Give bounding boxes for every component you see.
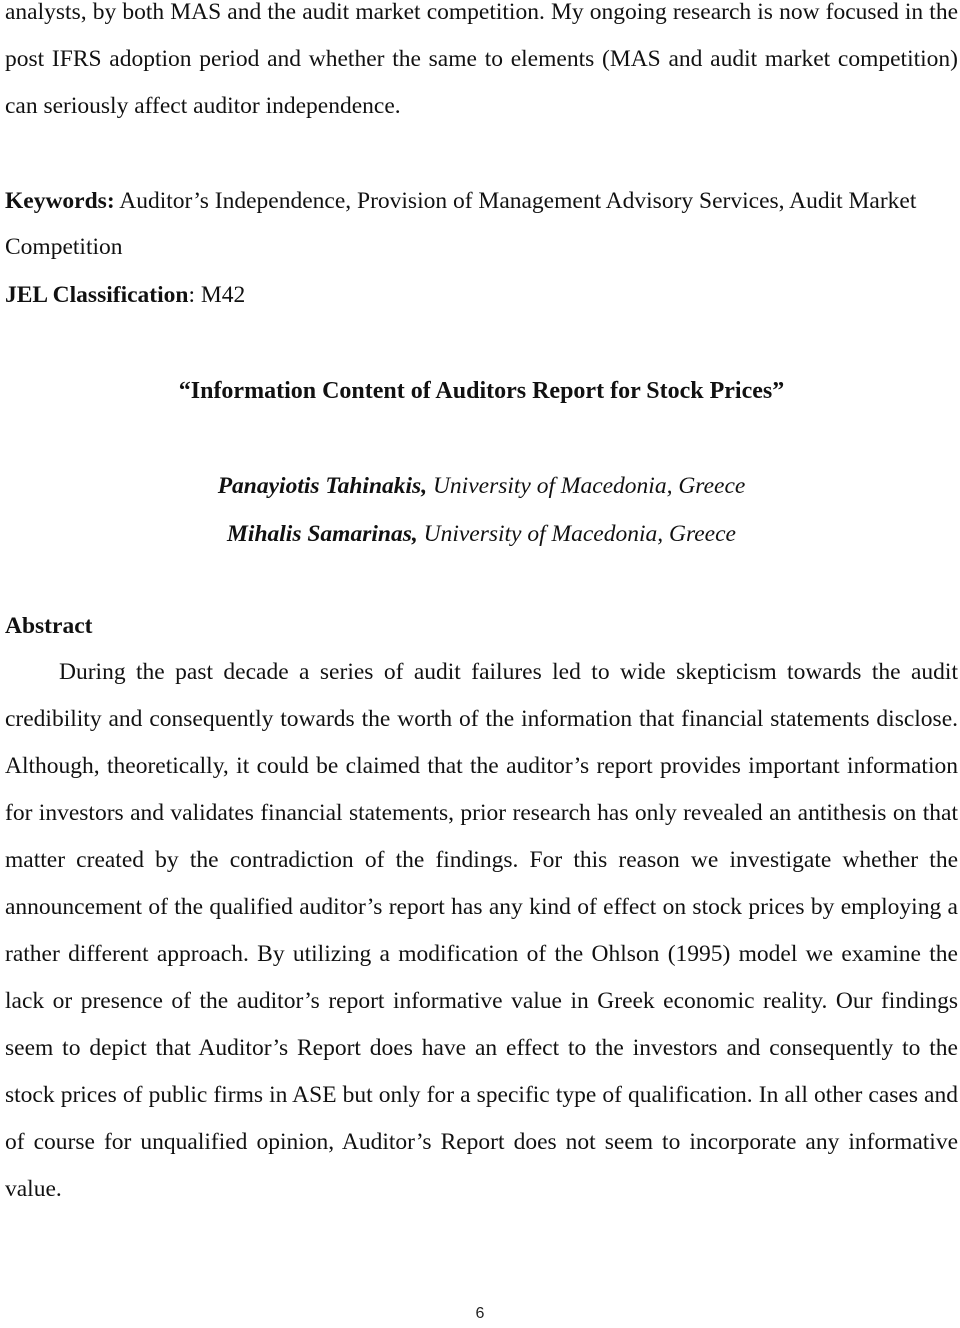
keywords-section (5, 178, 958, 270)
author-affiliation: University of Macedonia, Greece (423, 521, 736, 547)
author-name: Panayiotis Tahinakis, (217, 473, 428, 499)
jel-label: JEL Classification (5, 282, 189, 308)
paper-title: “Information Content of Auditors Report for Stock Prices” (178, 378, 785, 404)
keywords-text: Auditor’s Independence, Provision of Management Advisory Services, Audit Market Competition (5, 188, 917, 260)
keywords-label: Keywords: (5, 188, 115, 214)
author-affiliation: University of Macedonia, Greece (432, 473, 746, 499)
intro-paragraph: analysts, by both MAS and the audit market competition. My ongoing research is now focused in the post IFRS adoption period and whether the same to elements (MAS and audit market competition) can seriously affect auditor independence. (5, 0, 958, 119)
abstract-heading: Abstract (5, 613, 93, 639)
jel-classification (5, 272, 245, 318)
author-entry (5, 510, 958, 558)
author-name: Mihalis Samarinas, (227, 521, 418, 547)
jel-separator: : (188, 282, 195, 308)
abstract-body: During the past decade a series of audit failures led to wide skepticism towards the audit credibility and consequently towards the worth of the information that financial statements disclose. Although, theoretically, it could be claimed that the auditor’s report provides important information for investors and validates financial statements, prior research has only revealed an antithesis on that matter created by the contradiction of the findings. For this reason we investigate whether the announcement of the qualified auditor’s report has any kind of effect on stock prices by employing a rather different approach. By utilizing a modification of the Ohlson (1995) model we examine the lack or presence of the auditor’s report informative value in Greek economic reality. Our findings seem to depict that Auditor’s Report does have an effect to the investors and consequently to the stock prices of public firms in ASE but only for a specific type of qualification. In all other cases and of course for unqualified opinion, Auditor’s Report does not seem to incorporate any informative value. (5, 659, 958, 1202)
author-list (5, 462, 958, 558)
author-entry (5, 462, 958, 510)
jel-code: M42 (200, 282, 246, 308)
page-number: 6 (475, 1305, 485, 1322)
